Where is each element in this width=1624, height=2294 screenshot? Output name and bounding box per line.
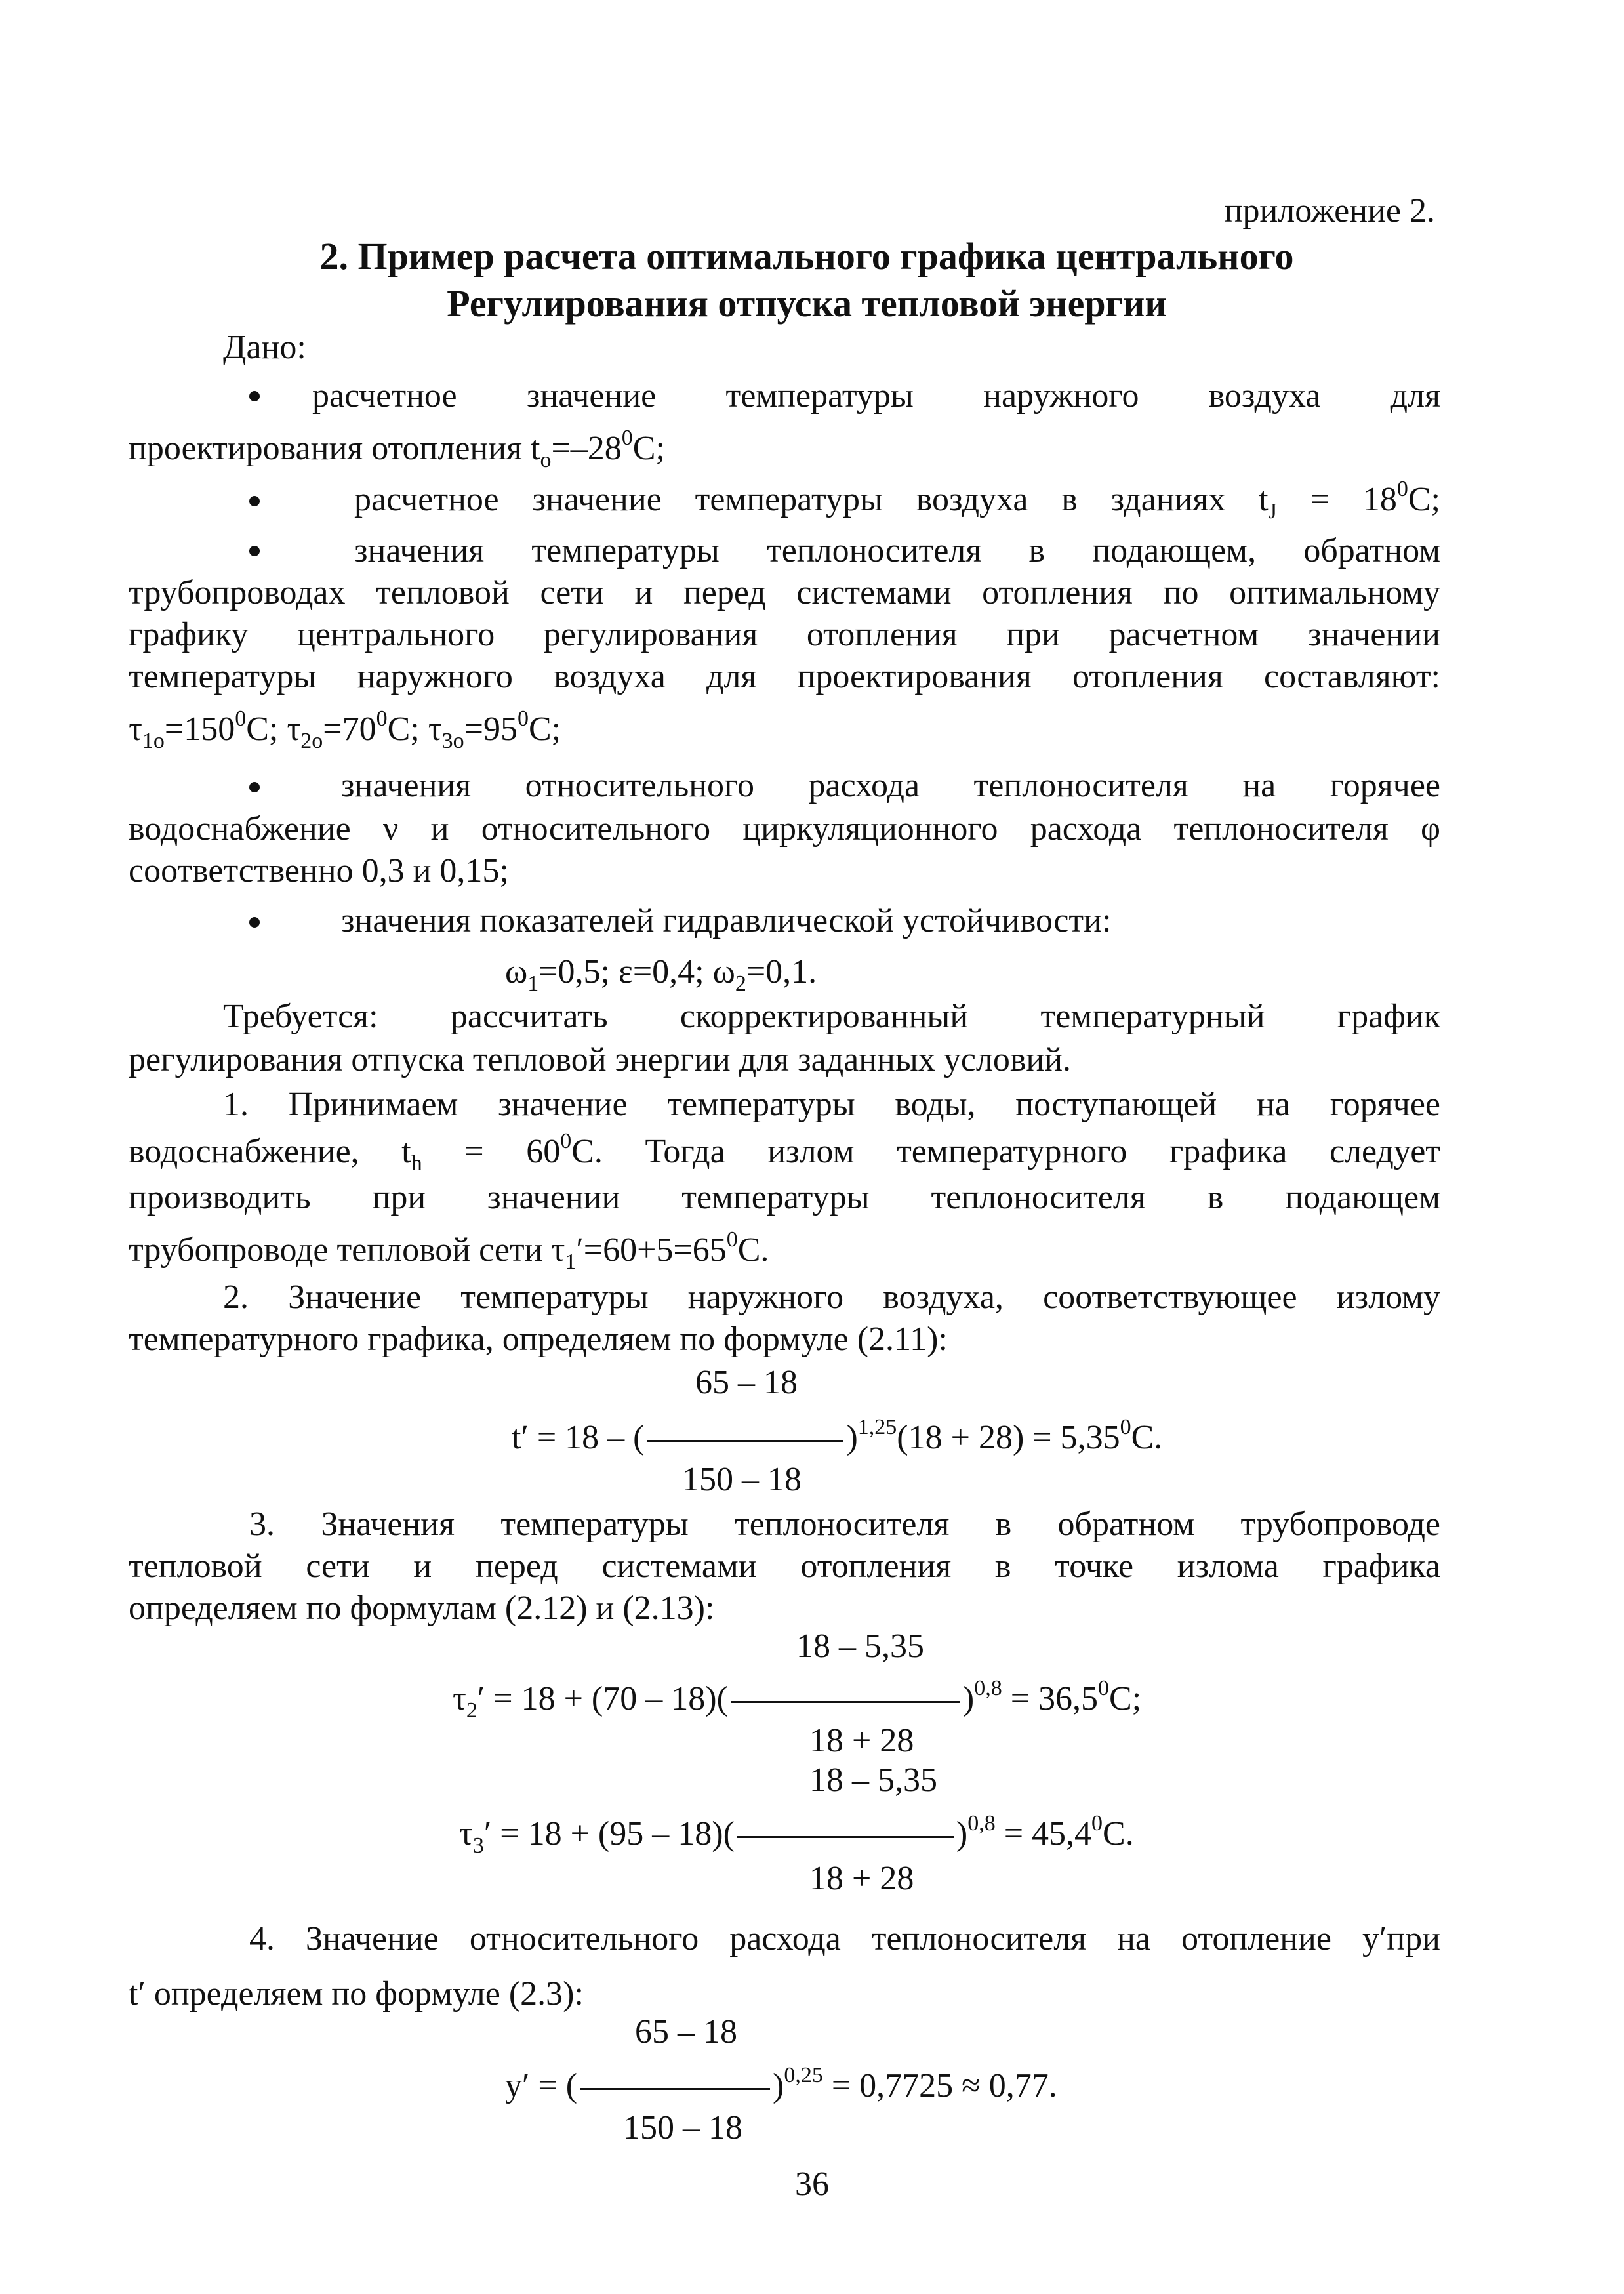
formula-2-12: $\tau_2' = 18 + (70 - 18)$( )$^{0,8} = 36,5^0C$; [453,1676,1142,1723]
step-1-line-4: трубопроводе тепловой сети $\tau_1'=60+5=65^0C$. [129,1227,769,1274]
given-bullet-4-line-2: водоснабжение ν и относительного циркуляционного расхода теплоносителя φ [129,810,1440,848]
required-line-2: регулирования отпуска тепловой энергии для заданных условий. [129,1041,1072,1078]
formula-2-11-numerator: 65 – 18 [695,1364,798,1401]
step-1-line-3: производить при значении температуры теплоносителя в подающем [129,1179,1440,1216]
formula-2-12-denominator: 18 + 28 [809,1722,914,1759]
formula-2-13-numerator: 18 – 5,35 [809,1761,937,1799]
step-3-line-1: 3. Значения температуры теплоносителя в обратном трубопроводе [249,1505,1440,1543]
formula-2-3-denominator: 150 – 18 [623,2109,742,2146]
given-bullet-3-line-5: $\tau_{1o}=150^0C$; $\tau_{2o}=70^0C$; $\tau_{3o}=95^0C$; [129,707,561,753]
given-bullet-4-line-3: соответственно 0,3 и 0,15; [129,852,509,890]
given-bullet-2: расчетное значение температуры воздуха в зданиях $t_J = 18^0C$; [354,477,1441,523]
given-label: Дано: [223,329,306,366]
given-bullet-1-line-2: проектирования отопления $t_o=-28^0C$; [129,426,665,472]
step-2-line-1: 2. Значение температуры наружного воздуха, соответствующее излому [223,1279,1440,1316]
appendix-label: приложение 2. [1224,192,1435,230]
title-line-2: Регулирования отпуска тепловой энергии [447,282,1167,325]
bullet-icon [249,782,260,792]
title-line-1: 2. Пример расчета оптимального графика центрального [319,235,1294,277]
formula-2-11-denominator: 150 – 18 [682,1461,802,1498]
formula-2-11: t′ = 18 – ( )$^{1,25}(18 + 28) = 5,35^0C$. [512,1415,1163,1456]
bullet-icon [249,391,260,401]
given-bullet-5-line-1: значения показателей гидравлической устойчивости: [341,902,1112,939]
formula-2-3-numerator: 65 – 18 [635,2013,737,2051]
formula-2-13-denominator: 18 + 28 [809,1860,914,1897]
given-bullet-4-line-1: значения относительного расхода теплоносителя на горячее [341,767,1440,804]
given-bullet-1-line-1: расчетное значение температуры наружного воздуха для [312,377,1440,415]
required-line-1: Требуется: рассчитать скорректированный температурный график [223,998,1440,1035]
formula-2-12-numerator: 18 – 5,35 [796,1628,924,1665]
given-bullet-3-line-2: трубопроводах тепловой сети и перед системами отопления по оптимальному [129,574,1440,611]
given-bullet-3-line-4: температуры наружного воздуха для проектирования отопления составляют: [129,658,1440,695]
bullet-icon [249,546,260,556]
step-1-line-2: водоснабжение, $t_h = 60^0C$. Тогда излом температурного графика следует [129,1129,1440,1176]
step-4-line-2: t′ определяем по формуле (2.3): [129,1975,584,2013]
step-2-line-2: температурного графика, определяем по формуле (2.11): [129,1321,948,1358]
given-bullet-5-line-2: $\omega_1=0,5$; ε=0,4; $\omega_2=0,1$. [505,953,817,996]
given-bullet-3-line-1: значения температуры теплоносителя в подающем, обратном [354,532,1440,569]
step-3-line-2: тепловой сети и перед системами отопления в точке излома графика [129,1547,1440,1585]
step-4-line-1: 4. Значение относительного расхода теплоносителя на отопление y′при [249,1920,1440,1957]
formula-2-3: y′ = ( )$^{0,25}$ = 0,7725 ≈ 0,77. [505,2063,1057,2104]
given-bullet-3-line-3: графику центрального регулирования отопления при расчетном значении [129,616,1440,653]
step-1-line-1: 1. Принимаем значение температуры воды, поступающей на горячее [223,1086,1440,1123]
page-number: 36 [795,2165,829,2203]
bullet-icon [249,917,260,928]
bullet-icon [249,496,260,506]
formula-2-13: $\tau_3' = 18 + (95 - 18)$( )$^{0,8} = 45,4^0C$. [459,1811,1134,1858]
step-3-line-3: определяем по формулам (2.12) и (2.13): [129,1589,715,1627]
